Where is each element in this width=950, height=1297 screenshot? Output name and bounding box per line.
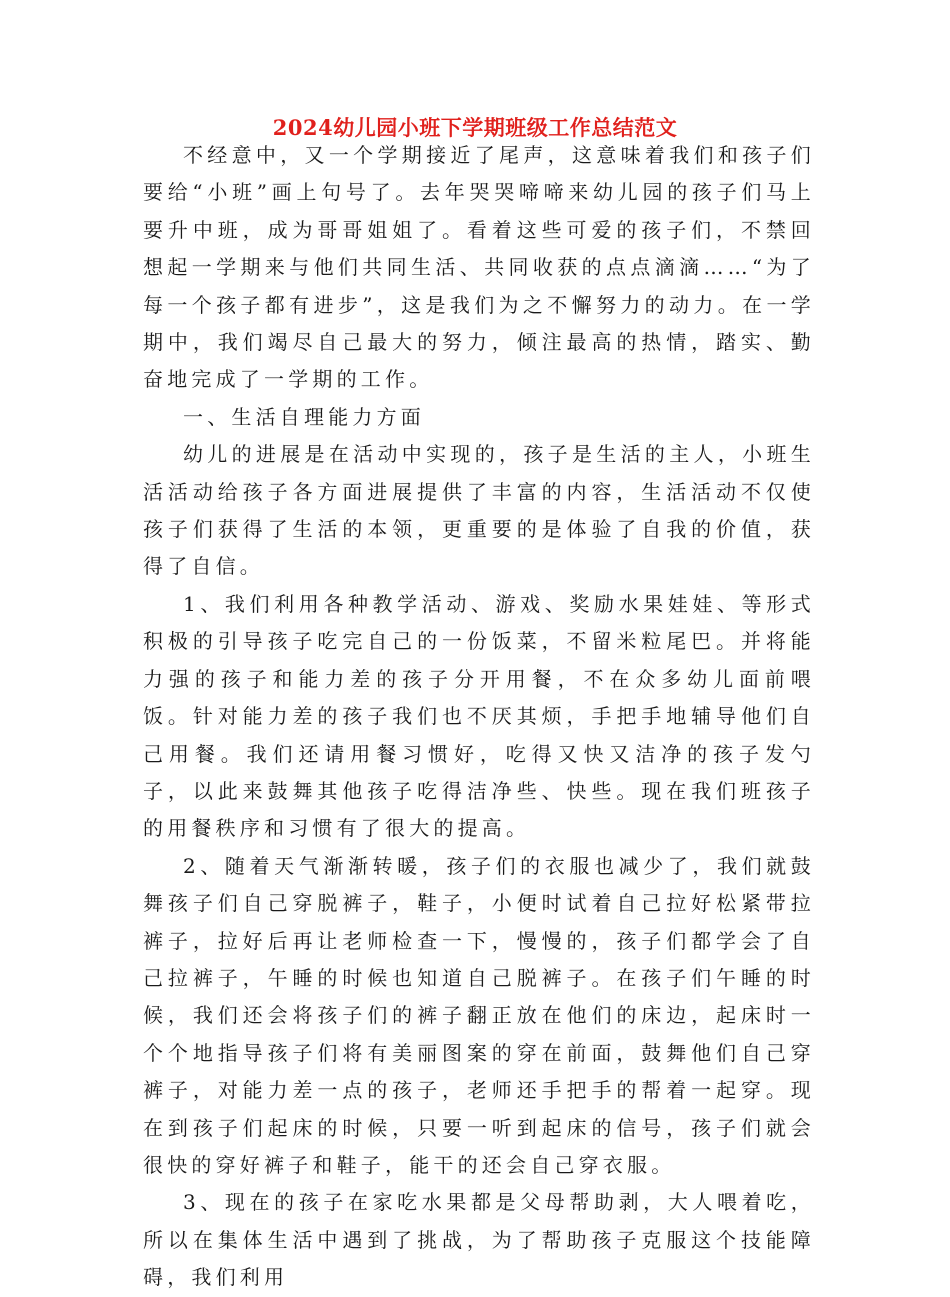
- paragraph-self-care-overview: 幼儿的进展是在活动中实现的，孩子是生活的主人，小班生活活动给孩子各方面进展提供了丰富的内容，生活活动不仅使孩子们获得了生活的本领，更重要的是体验了自我的价值，获得了自信。: [143, 442, 815, 579]
- document-body: [143, 137, 815, 1297]
- paragraph-intro: 不经意中，又一个学期接近了尾声，这意味着我们和孩子们要给“小班”画上句号了。去年哭哭啼啼来幼儿园的孩子们马上要升中班，成为哥哥姐姐了。看着这些可爱的孩子们，不禁回想起一学期来与他们共同生活、共同收获的点点滴滴……“为了每一个孩子都有进步”，这是我们为之不懈努力的动力。在一学期中，我们竭尽自己最大的努力，倾注最高的热情，踏实、勤奋地完成了一学期的工作。: [143, 143, 815, 392]
- paragraph-item-3-fruit: 3、现在的孩子在家吃水果都是父母帮助剥，大人喂着吃，所以在集体生活中遇到了挑战，为了帮助孩子克服这个技能障碍，我们利用: [143, 1190, 815, 1290]
- section-heading-self-care: 一、生活自理能力方面: [183, 404, 425, 429]
- paragraph-item-2-dressing: 2、随着天气渐渐转暖，孩子们的衣服也减少了，我们就鼓舞孩子们自己穿脱裤子，鞋子，小便时试着自己拉好松紧带拉裤子，拉好后再让老师检查一下，慢慢的，孩子们都学会了自己拉裤子，午睡的时候也知道自己脱裤子。在孩子们午睡的时候，我们还会将孩子们的裤子翻正放在他们的床边，起床时一个个地指导孩子们将有美丽图案的穿在前面，鼓舞他们自己穿裤子，对能力差一点的孩子，老师还手把手的帮着一起穿。现在到孩子们起床的时候，只要一听到起床的信号，孩子们就会很快的穿好裤子和鞋子，能干的还会自己穿衣服。: [143, 853, 815, 1177]
- paragraph-item-1-meals: 1、我们利用各种教学活动、游戏、奖励水果娃娃、等形式积极的引导孩子吃完自己的一份饭菜，不留米粒尾巴。并将能力强的孩子和能力差的孩子分开用餐，不在众多幼儿面前喂饭。针对能力差的孩子我们也不厌其烦，手把手地辅导他们自己用餐。我们还请用餐习惯好，吃得又快又洁净的孩子发勺子，以此来鼓舞其他孩子吃得洁净些、快些。现在我们班孩子的用餐秩序和习惯有了很大的提高。: [143, 591, 815, 841]
- document-title: 2024幼儿园小班下学期班级工作总结范文: [272, 115, 678, 140]
